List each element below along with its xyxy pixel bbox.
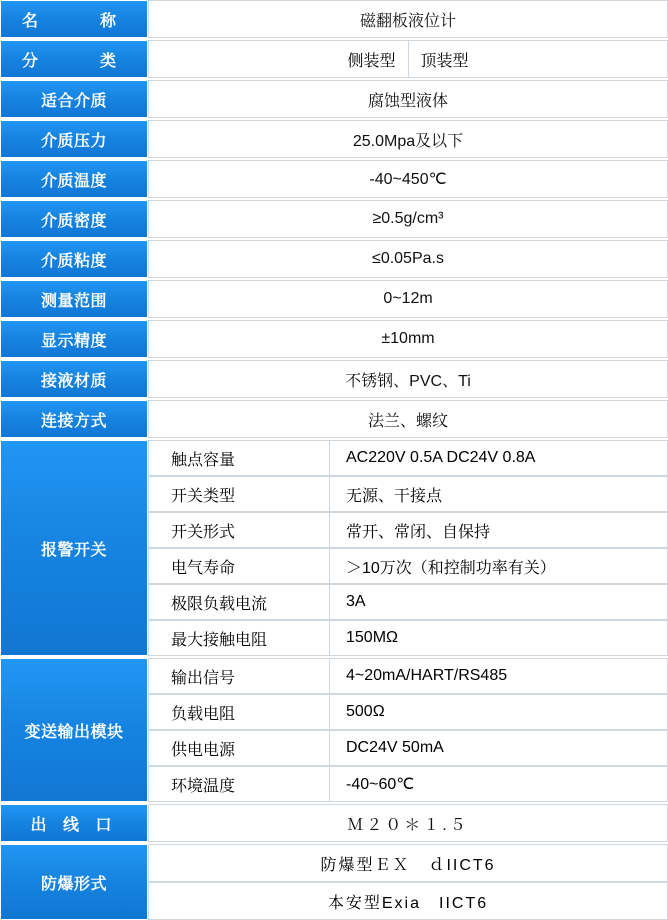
row-value: 不锈钢、PVC、Ti xyxy=(148,360,668,398)
row-label: 介质温度 xyxy=(0,160,148,198)
table-row xyxy=(148,584,668,620)
table-row xyxy=(148,766,668,802)
table-row xyxy=(148,694,668,730)
table-row xyxy=(0,320,668,358)
explosion-proof-rows xyxy=(148,844,668,920)
table-row xyxy=(0,200,668,238)
transmitter-module-rows xyxy=(148,658,668,802)
row-value-right: 顶装型 xyxy=(409,40,668,78)
row-key: 最大接触电阻 xyxy=(148,620,330,656)
row-value: 常开、常闭、自保持 xyxy=(330,512,668,548)
table-row xyxy=(0,40,668,78)
table-row xyxy=(0,400,668,438)
alarm-switch-rows xyxy=(148,440,668,656)
table-row xyxy=(0,120,668,158)
row-value-outlet: Ｍ２０＊１.５ xyxy=(148,804,668,842)
row-key: 开关形式 xyxy=(148,512,330,548)
table-row xyxy=(148,730,668,766)
row-label: 介质密度 xyxy=(0,200,148,238)
table-row xyxy=(0,160,668,198)
table-row xyxy=(0,0,668,38)
table-row: 本安型Exia IICT6 xyxy=(148,882,668,920)
table-row xyxy=(0,280,668,318)
row-value: ＞10万次（和控制功率有关） xyxy=(330,548,668,584)
row-label: 分 类 xyxy=(0,40,148,78)
table-row xyxy=(148,620,668,656)
row-label: 介质粘度 xyxy=(0,240,148,278)
group-label-transmitter-module: 变送输出模块 xyxy=(0,658,148,802)
row-value: DC24V 50mA xyxy=(330,730,668,766)
row-key: 极限负载电流 xyxy=(148,584,330,620)
row-value: -40~450℃ xyxy=(148,160,668,198)
table-row xyxy=(148,476,668,512)
table-row xyxy=(148,548,668,584)
row-key: 环境温度 xyxy=(148,766,330,802)
row-label: 介质压力 xyxy=(0,120,148,158)
row-label: 名 称 xyxy=(0,0,148,38)
row-value: 0~12m xyxy=(148,280,668,318)
table-row xyxy=(148,440,668,476)
row-label: 显示精度 xyxy=(0,320,148,358)
row-key: 触点容量 xyxy=(148,440,330,476)
explosion-proof-group xyxy=(0,844,668,920)
outlet-row xyxy=(0,804,668,842)
alarm-switch-group xyxy=(0,440,668,656)
table-row xyxy=(148,512,668,548)
table-row xyxy=(0,360,668,398)
group-label-explosion-proof: 防爆形式 xyxy=(0,844,148,920)
row-key: 电气寿命 xyxy=(148,548,330,584)
transmitter-module-group xyxy=(0,658,668,802)
row-value: 25.0Mpa及以下 xyxy=(148,120,668,158)
row-label: 连接方式 xyxy=(0,400,148,438)
table-row xyxy=(148,658,668,694)
row-key: 开关类型 xyxy=(148,476,330,512)
row-value: ≥0.5g/cm³ xyxy=(148,200,668,238)
row-value: 150MΩ xyxy=(330,620,668,656)
row-value: ≤0.05Pa.s xyxy=(148,240,668,278)
group-label-alarm-switch: 报警开关 xyxy=(0,440,148,656)
row-value: 磁翻板液位计 xyxy=(148,0,668,38)
row-value: 500Ω xyxy=(330,694,668,730)
row-value: 腐蚀型液体 xyxy=(148,80,668,118)
row-label: 接液材质 xyxy=(0,360,148,398)
row-value: 3A xyxy=(330,584,668,620)
row-key: 输出信号 xyxy=(148,658,330,694)
row-value: 法兰、螺纹 xyxy=(148,400,668,438)
row-value-left: 侧装型 xyxy=(148,40,409,78)
row-value-pair xyxy=(148,40,668,78)
table-row: 防爆型ＥＸ ｄIICT6 xyxy=(148,844,668,882)
table-row xyxy=(0,240,668,278)
row-value: AC220V 0.5A DC24V 0.8A xyxy=(330,440,668,476)
row-value: 4~20mA/HART/RS485 xyxy=(330,658,668,694)
table-row xyxy=(0,80,668,118)
row-value: -40~60℃ xyxy=(330,766,668,802)
row-value: 无源、干接点 xyxy=(330,476,668,512)
row-label: 测量范围 xyxy=(0,280,148,318)
row-label-outlet: 出 线 口 xyxy=(0,804,148,842)
row-key: 负载电阻 xyxy=(148,694,330,730)
row-label: 适合介质 xyxy=(0,80,148,118)
row-value: ±10mm xyxy=(148,320,668,358)
row-key: 供电电源 xyxy=(148,730,330,766)
